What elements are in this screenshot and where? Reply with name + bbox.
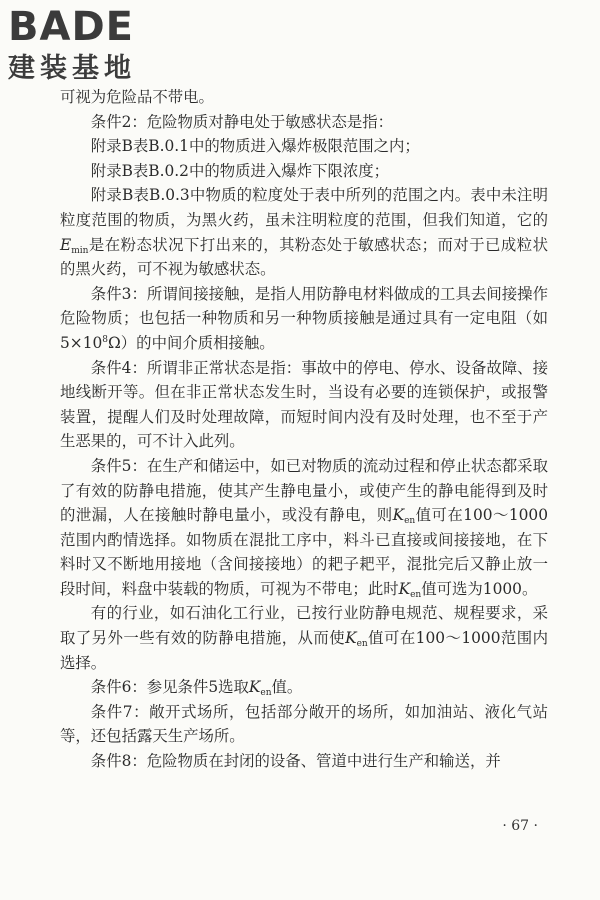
paragraph: 条件3：所谓间接接触，是指人用防静电材料做成的工具去间接操作危险物质；也包括一种物质和另一种物质接触是通过具有一定电阻（如$5\times 10^8\Omega$）的中间介质相接触。 (60, 284, 548, 352)
bade-logo (8, 4, 178, 88)
paragraph: 附录B表B.0.2中的物质进入爆炸下限浓度； (90, 161, 390, 180)
paragraph: 条件2：危险物质对静电处于敏感状态是指： (90, 112, 394, 131)
paragraph: 条件4：所谓非正常状态是指：事故中的停电、停水、设备故障、接地线断开等。但在非正常状态发生时，当设有必要的连锁保护，或报警装置，提醒人们及时处理故障，而短时间内没有及时处理，也不至于产生恶果的，可不计入此列。 (60, 358, 548, 451)
paragraph: 附录B表B.0.1中的物质进入爆炸极限范围之内； (90, 137, 420, 156)
page-body-text (60, 85, 548, 774)
paragraph: 条件8：危险物质在封闭的设备、管道中进行生产和输送，并 (90, 752, 501, 771)
page-number: · 67 · (502, 818, 538, 834)
logo-subtitle-text: 建装基地 (8, 53, 136, 84)
paragraph: 可视为危险品不带电。 (60, 88, 214, 106)
logo-brand-text: BADE (8, 4, 134, 50)
paragraph: 条件6：参见条件5选取$K_{en}$值。 (90, 678, 303, 699)
paragraph: 条件5：在生产和储运中，如已对物质的流动过程和停止状态都采取了有效的防静电措施，使其产生静电量小，或使产生的静电能得到及时的泄漏，人在接触时静电量小，或没有静电，则$K_{en}$值可在100～1000范围内酌情选择。如物质在混批工序中，料斗已直接或间接接地，在下料时又不断地用接地（含间接接地）的耙子耙平，混批完后又静止放一段时间，料盘中装载的物质，可视为不带电；此时$K_{en}$值可选为1000。 (60, 456, 548, 600)
paragraph: 附录B表B.0.3中物质的粒度处于表中所列的范围之内。表中未注明粒度范围的物质，为黑火药，虽未注明粒度的范围，但我们知道，它的$E_{min}$是在粉态状况下打出来的，其粉态处于敏感状态；而对于已成粒状的黑火药，可不视为敏感状态。 (60, 186, 548, 279)
paragraph: 有的行业，如石油化工行业，已按行业防静电规范、规程要求，采取了另外一些有效的防静电措施，从而使$K_{en}$值可在100～1000范围内选择。 (60, 604, 548, 672)
paragraph: 条件7：敞开式场所，包括部分敞开的场所，如加油站、液化气站等，还包括露天生产场所。 (60, 702, 548, 746)
